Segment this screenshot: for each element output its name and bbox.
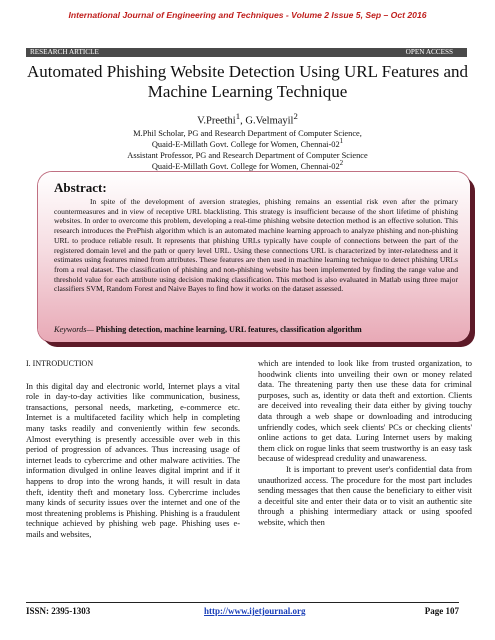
body-paragraph: which are intended to look like from trusted organization, to hoodwink clients into unveiling their own or money related data. The threatening party then use these data for criminal purposes, such as, identity or data theft and extortion. Clients are deceived into revealing their data either by giving touchy data through a web shape or downloading and introducing unfriendly codes, which seek clients' PCs or checking clients' online actions to get data. Luring Internet users by making them click on rogue links that seem trustworthy is an easy task because of widespread credulity and unawareness. [258,359,472,464]
affiliation-text: Quaid-E-Millath Govt. College for Women, Chennai-02 [151,161,340,171]
author-superscript: 1 [235,111,241,121]
affiliation-line [0,158,495,172]
access-label: OPEN ACCESS [405,48,453,56]
author-name: , G.Velmayil [240,115,294,127]
journal-header: International Journal of Engineering and Techniques - Volume 2 Issue 5, Sep – Oct 2016 [68,10,427,20]
keywords-label: Keywords— [54,325,94,334]
journal-link[interactable]: http://www.ijetjournal.org [204,606,306,616]
abstract-box [38,172,470,342]
article-banner [26,48,467,57]
body-paragraph: It is important to prevent user's confidential data from unauthorized access. The procedure for the most part includes sending messages that then cause the beneficiary to either visit a deceitful site and enter their data or to visit an authentic site through a phishing intermediary attack or using spoofed website, which then [258,464,472,527]
affiliation-superscript: 2 [339,159,344,167]
section-heading: I. INTRODUCTION [26,359,94,368]
article-type-label: RESEARCH ARTICLE [30,48,99,56]
affiliation-text: Quaid-E-Millath Govt. College for Women, Chennai-02 [151,139,340,149]
paper-title: Automated Phishing Website Detection Using URL Features and Machine Learning Technique [26,62,469,101]
affiliation-text: Assistant Professor, PG and Research Department of Computer Science [127,150,368,160]
keywords-line [54,325,458,335]
author-name: V.Preethi [197,115,236,127]
author-superscript: 2 [293,111,298,121]
affiliation-superscript: 1 [339,137,344,145]
body-paragraph: In this digital day and electronic world, Internet plays a vital role in day-to-day activities like communication, business, transactions, personal needs, marketing, e-commerce etc. Internet is a multifaceted facility which help in completing many tasks readily and conveniently within few seconds. Almost everything is presently accessible over web in this period of progression of advances. Thus increasing usage of internet leads to cybercrime and other malware activities. The information divulged in online leaves digital imprint and if it happens to drop into the wrong hands, it will result in data theft, identity theft and monetary loss. Cybercrime includes many kinds of security issues over the internet and one of the most threatening problems is Phishing. Phishing is a fraudulent technique achieved by phishing web page. Phishing uses e-mails and websites, [26,381,240,539]
abstract-heading: Abstract: [54,180,107,195]
page-number: Page 107 [424,606,459,616]
page-footer [26,602,459,617]
abstract-text: In spite of the development of aversion strategies, phishing remains an essential risk even after the primary countermeasures and in view of receptive URL blacklisting. This strategy is insufficient because of the short lifetime of phishing websites. In order to overcome this problem, developing a real-time phishing website detection method is an effective solution. This research introduces the PrePhish algorithm which is an automated machine learning approach to analyze phishing and non-phishing URL to produce reliable result. It represents that phishing URLs typically have couple of connections between the part of the registered domain level and the path or query level URL. Using these connections URL is characterized by inter-relatedness and it estimates using features mined from attributes. These features are then used in machine learning technique to detect phishing URLs from a real dataset. The classification of phishing and non-phishing website has been implemented by finding the range value and threshold value for each attribute using decision making classification. This method is also evaluated in Matlab using three major classifiers SVM, Random Forest and Naive Bayes to find how it works on the dataset assessed. [54,197,458,294]
left-column [26,359,240,541]
keywords-text: Phishing detection, machine learning, URL features, classification algorithm [95,325,362,334]
issn-label: ISSN: 2395-1303 [26,606,91,616]
right-column [258,359,472,529]
affiliation-text: M.Phil Scholar, PG and Research Department of Computer Science, [133,128,362,138]
